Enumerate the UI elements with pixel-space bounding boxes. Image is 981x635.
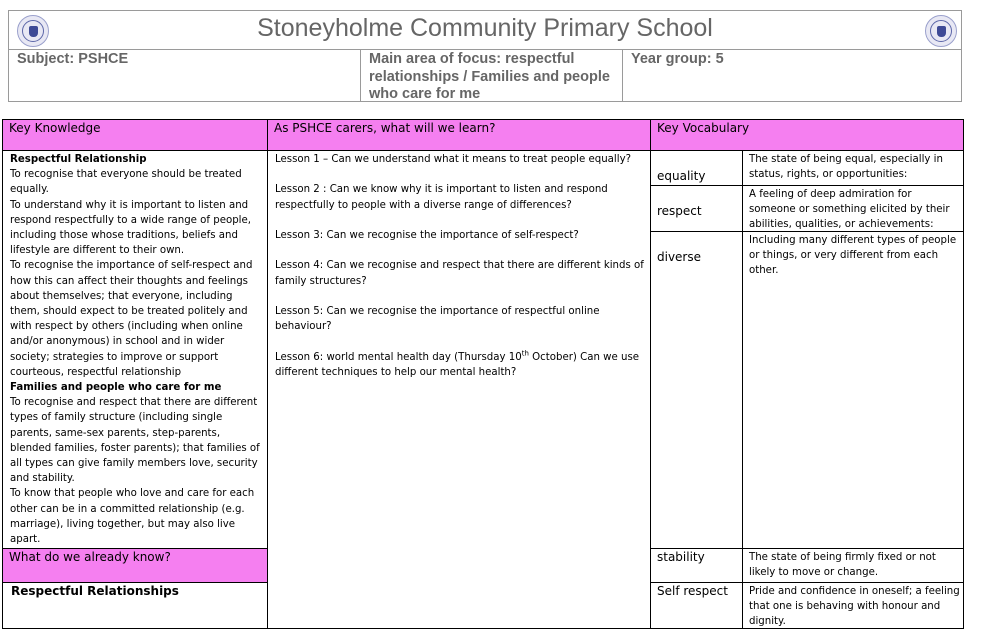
key-vocabulary-heading: Key Vocabulary xyxy=(650,119,964,151)
lesson-item: Lesson 6: world mental health day (Thursday 10th October) Can we use different techniques to help our mental health? xyxy=(275,349,640,378)
section-title-families: Families and people who care for me xyxy=(10,382,222,394)
key-knowledge-heading: Key Knowledge xyxy=(2,119,268,151)
knowledge-point: To recognise that everyone should be treated equally. xyxy=(10,169,242,196)
school-name: Stoneyholme Community Primary School xyxy=(257,14,713,42)
vocab-term: respect xyxy=(650,185,743,232)
vocab-term: diverse xyxy=(650,231,743,549)
lesson-item: Lesson 3: Can we recognise the importance of self-respect? xyxy=(275,229,579,241)
vocab-definition: Including many different types of people or things, or very different from each other. xyxy=(742,231,964,549)
subject-label: Subject: PSHCE xyxy=(17,51,129,67)
prior-knowledge-heading: What do we already know? xyxy=(2,548,268,583)
focus-label: Main area of focus: respectful relationships / Families and people who care for me xyxy=(360,50,623,101)
school-crest-icon xyxy=(925,15,957,47)
lesson-item: Lesson 5: Can we recognise the importance of respectful online behaviour? xyxy=(275,305,600,333)
vocab-definition: The state of being equal, especially in status, rights, or opportunities: xyxy=(742,150,964,186)
year-group-label: Year group: 5 xyxy=(631,51,724,67)
prior-knowledge-content: Respectful Relationships xyxy=(2,582,268,629)
lesson-item: Lesson 1 – Can we understand what it means to treat people equally? xyxy=(275,154,632,165)
vocab-term: equality xyxy=(650,150,743,186)
subject-info-row xyxy=(8,49,962,102)
knowledge-point: To understand why it is important to listen and respond respectfully to a wide range of people, including those whose traditions, beliefs and lifestyle are different to their own. xyxy=(10,199,252,257)
school-title-bar xyxy=(8,10,962,50)
key-knowledge-body xyxy=(2,150,268,549)
vocab-definition: Pride and confidence in oneself; a feeling that one is behaving with honour and dignity. xyxy=(742,582,964,629)
vocab-term: Self respect xyxy=(650,582,743,629)
knowledge-point: To recognise the importance of self-respect and how this can affect their thoughts and feelings about themselves; that everyone, including them, should expect to be treated politely and with respect by others (including when online and/or anonymous) in school and in wider society; strategies to improve or support courteous, respectful relationship xyxy=(10,260,253,378)
vocab-definition: A feeling of deep admiration for someone or something elicited by their abilities, qualities, or achievements: xyxy=(742,185,964,232)
knowledge-point: To know that people who love and care for each other can be in a committed relationship (e.g. marriage), living together, but may also live apart. xyxy=(10,488,255,546)
knowledge-point: To recognise and respect that there are different types of family structure (including single parents, same-sex parents, step-parents, blended families, foster parents); that families of all types can give family members love, security and stability. xyxy=(10,397,260,485)
lesson-item: Lesson 4: Can we recognise and respect that there are different kinds of family structures? xyxy=(275,260,644,287)
lessons-list xyxy=(267,150,651,629)
section-title-respectful: Respectful Relationship xyxy=(10,154,147,165)
lesson-item: Lesson 2 : Can we know why it is important to listen and respond respectfully to people with a diverse range of differences? xyxy=(275,184,608,211)
lessons-heading: As PSHCE carers, what will we learn? xyxy=(267,119,651,151)
vocab-term: stability xyxy=(650,548,743,583)
vocab-definition: The state of being firmly fixed or not likely to move or change. xyxy=(742,548,964,583)
